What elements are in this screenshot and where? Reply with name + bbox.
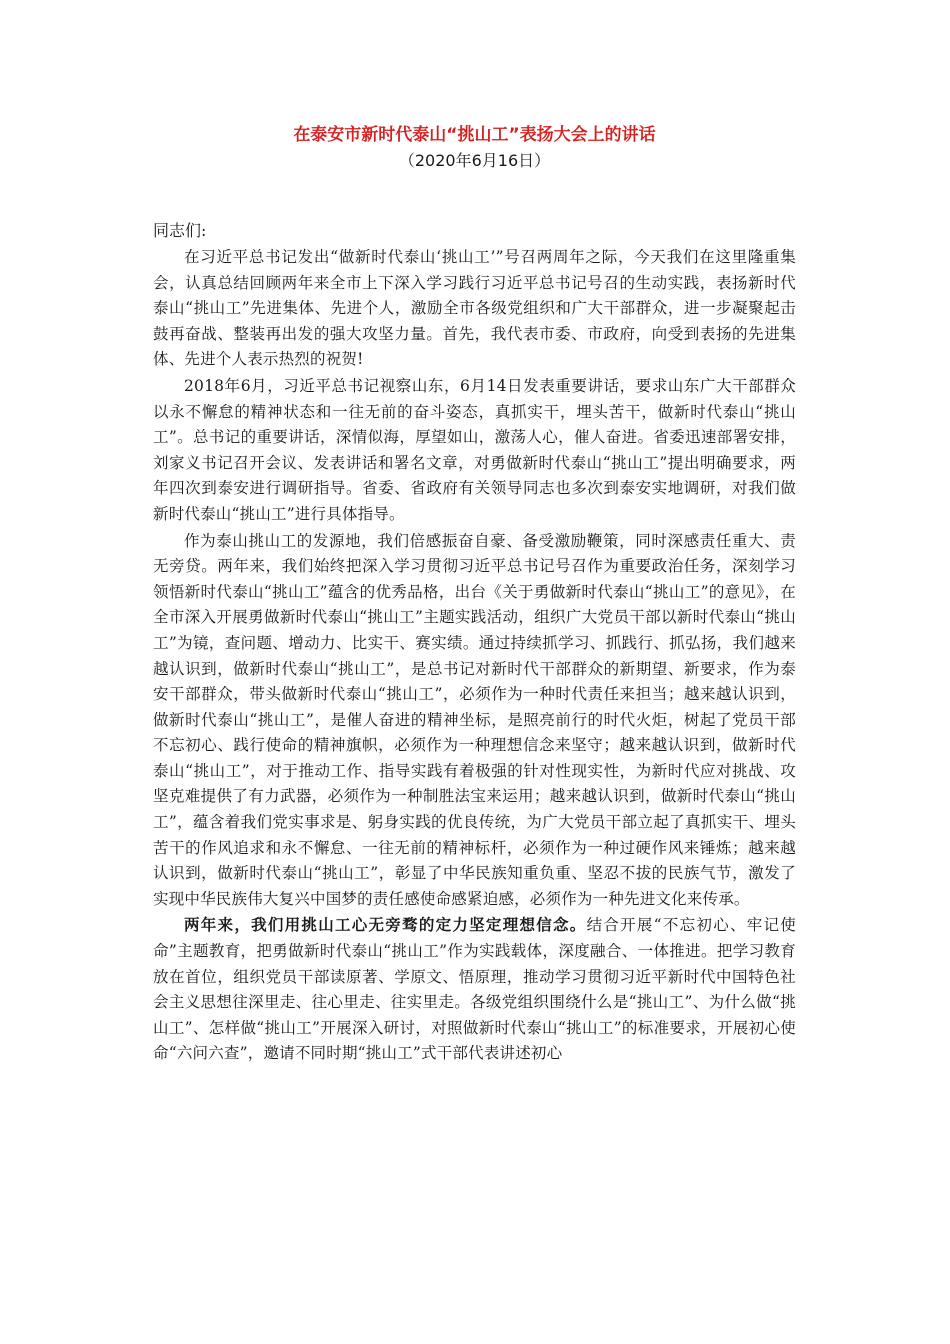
paragraph-ideals <box>153 912 796 1067</box>
paragraph-understanding <box>153 528 796 913</box>
paragraph-background <box>153 373 796 528</box>
paragraph-text: 2018年6月，习近平总书记视察山东，6月14日发表重要讲话，要求山东广大干部群众以永不懈怠的精神状态和一往无前的奋斗姿态，真抓实干，埋头苦干，做新时代泰山“挑山工”。总书记的重要讲话，深情似海，厚望如山，激荡人心，催人奋进。省委迅速部署安排，刘家义书记召开会议、发表讲话和署名文章，对勇做新时代泰山“挑山工”提出明确要求，两年四次到泰安进行调研指导。省委、省政府有关领导同志也多次到泰安实地调研，对我们做新时代泰山“挑山工”进行具体指导。 <box>153 376 796 523</box>
document-page <box>153 122 796 1067</box>
document-title: 在泰安市新时代泰山“挑山工”表扬大会上的讲话 <box>293 125 656 145</box>
salutation: 同志们: <box>153 221 207 240</box>
paragraph-text: 作为泰山挑山工的发源地，我们倍感振奋自豪、备受激励鞭策，同时深感责任重大、责无旁贷。两年来，我们始终把深入学习贯彻习近平总书记号召作为重要政治任务，深刻学习领悟新时代泰山“挑山工”蕴含的优秀品格，出台《关于勇做新时代泰山“挑山工”的意见》，在全市深入开展勇做新时代泰山“挑山工”主题实践活动，组织广大党员干部以新时代泰山“挑山工”为镜，查问题、增动力、比实干、赛实绩。通过持续抓学习、抓践行、抓弘扬，我们越来越认识到，做新时代泰山“挑山工”，是总书记对新时代干部群众的新期望、新要求，作为泰安干部群众，带头做新时代泰山“挑山工”，必须作为一种时代责任来担当；越来越认识到，做新时代泰山“挑山工”，是催人奋进的精神坐标，是照亮前行的时代火炬，树起了党员干部不忘初心、践行使命的精神旗帜，必须作为一种理想信念来坚守；越来越认识到，做新时代泰山“挑山工”，对于推动工作、指导实践有着极强的针对性现实性，为新时代应对挑战、攻坚克难提供了有力武器，必须作为一种制胜法宝来运用；越来越认识到，做新时代泰山“挑山工”，蕴含着我们党实事求是、躬身实践的优良传统，为广大党员干部立起了真抓实干、埋头苦干的作风追求和永不懈怠、一往无前的精神标杆，必须作为一种过硬作风来锤炼；越来越认识到，做新时代泰山“挑山工”，彰显了中华民族知重负重、坚忍不拔的民族气节，激发了实现中华民族伟大复兴中国梦的责任感使命感紧迫感，必须作为一种先进文化来传承。 <box>153 531 796 908</box>
paragraph-text: 结合开展“不忘初心、牢记使命”主题教育，把勇做新时代泰山“挑山工”作为实践载体，深度融合、一体推进。把学习教育放在首位，组织党员干部读原著、学原文、悟原理，推动学习贯彻习近平新时代中国特色社会主义思想往深里走、往心里走、往实里走。各级党组织围绕什么是“挑山工”、为什么做“挑山工”、怎样做“挑山工”开展深入研讨，对照做新时代泰山“挑山工”的标准要求，开展初心使命“六问六查”，邀请不同时期“挑山工”式干部代表讲述初心 <box>153 916 796 1063</box>
paragraph-lead-bold: 两年来，我们用挑山工心无旁骛的定力坚定理想信念。 <box>184 915 587 935</box>
paragraph-opening <box>153 244 796 373</box>
document-date: （2020年6月16日） <box>398 151 551 170</box>
paragraph-text: 在习近平总书记发出“做新时代泰山‘挑山工’”号召两周年之际，今天我们在这里隆重集会，认真总结回顾两年来全市上下深入学习践行习近平总书记号召的生动实践，表扬新时代泰山“挑山工”先进集体、先进个人，激励全市各级党组织和广大干部群众，进一步凝聚起击鼓再奋战、整装再出发的强大攻坚力量。首先，我代表市委、市政府，向受到表扬的先进集体、先进个人表示热烈的祝贺! <box>153 248 796 369</box>
